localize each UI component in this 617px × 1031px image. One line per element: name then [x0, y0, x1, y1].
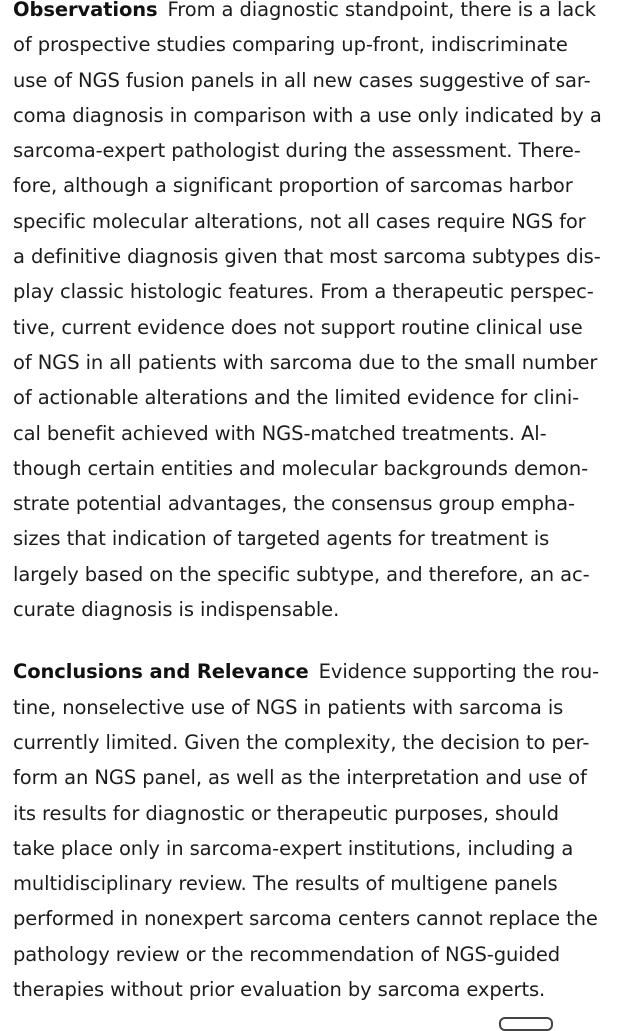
- paragraph-line: take place only in sarcoma-expert institutions, including a: [13, 836, 574, 860]
- paragraph-line: use of NGS fusion panels in all new cases suggestive of sar-: [13, 68, 591, 92]
- paragraph-line: tine, nonselective use of NGS in patients with sarcoma is: [13, 695, 564, 719]
- paragraph-line: of NGS in all patients with sarcoma due to the small number: [13, 350, 598, 374]
- paragraph-line: its results for diagnostic or therapeutic purposes, should: [13, 801, 559, 825]
- paragraph-line: tive, current evidence does not support routine clinical use: [13, 315, 583, 339]
- paragraph-line-text: Evidence supporting the rou-: [318, 660, 600, 684]
- paragraph-line: of actionable alterations and the limited evidence for clini-: [13, 386, 580, 410]
- paragraph-line: of prospective studies comparing up-front, indiscriminate: [13, 33, 568, 57]
- paragraph-line: currently limited. Given the complexity, the decision to per-: [13, 730, 590, 754]
- paragraph-line: curate diagnosis is indispensable.: [13, 598, 340, 622]
- bottom-corner-button[interactable]: [499, 1017, 553, 1031]
- paragraph-line: multidisciplinary review. The results of multigene panels: [13, 872, 558, 896]
- abstract-page: [13, 0, 613, 1007]
- paragraph-line: performed in nonexpert sarcoma centers cannot replace the: [13, 907, 598, 931]
- paragraph-line: form an NGS panel, as well as the interpretation and use of: [13, 766, 587, 790]
- paragraph-line: pathology review or the recommendation of NGS-guided: [13, 942, 561, 966]
- paragraph-line: [13, 654, 613, 689]
- paragraph-line-text: From a diagnostic standpoint, there is a lack: [167, 0, 596, 21]
- observations-heading: Observations: [13, 0, 158, 21]
- paragraph-line: though certain entities and molecular backgrounds demon-: [13, 456, 589, 480]
- conclusions-heading: Conclusions and Relevance: [13, 660, 309, 684]
- conclusions-paragraph: [13, 654, 613, 1007]
- paragraph-line: [13, 0, 613, 27]
- paragraph-line: largely based on the specific subtype, and therefore, an ac-: [13, 562, 590, 586]
- observations-section: [13, 0, 613, 627]
- paragraph-line: specific molecular alterations, not all cases require NGS for: [13, 209, 586, 233]
- paragraph-line: sizes that indication of targeted agents for treatment is: [13, 527, 550, 551]
- paragraph-line: a definitive diagnosis given that most sarcoma subtypes dis-: [13, 245, 601, 269]
- paragraph-line: strate potential advantages, the consensus group empha-: [13, 492, 575, 516]
- paragraph-line: play classic histologic features. From a therapeutic perspec-: [13, 280, 594, 304]
- conclusions-section: [13, 654, 613, 1007]
- paragraph-line: fore, although a significant proportion of sarcomas harbor: [13, 174, 573, 198]
- paragraph-line: coma diagnosis in comparison with a use only indicated by a: [13, 103, 602, 127]
- paragraph-line: therapies without prior evaluation by sarcoma experts.: [13, 978, 546, 1002]
- observations-paragraph: [13, 0, 613, 627]
- paragraph-line: sarcoma-expert pathologist during the assessment. There-: [13, 139, 581, 163]
- paragraph-line: cal benefit achieved with NGS-matched treatments. Al-: [13, 421, 547, 445]
